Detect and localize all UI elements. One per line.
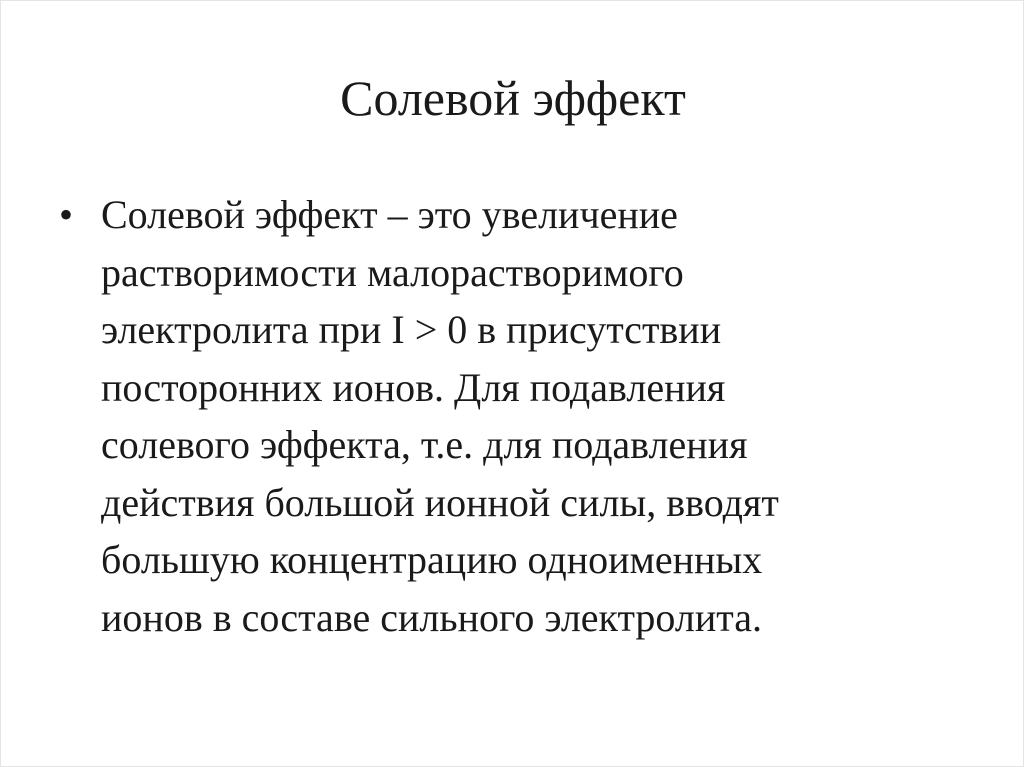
bullet-text <box>101 186 779 646</box>
bullet-marker: • <box>59 192 74 237</box>
text-line: солевого эффекта, т.е. для подавления <box>101 422 748 467</box>
bullet-list <box>59 186 959 646</box>
text-line: растворимости малорастворимого <box>101 249 684 295</box>
slide-title: Солевой эффект <box>340 70 686 126</box>
bullet-item <box>59 186 959 646</box>
text-line: ионов в составе сильного электролита. <box>101 594 762 640</box>
text-line: действия большой ионной силы, вводят <box>101 479 779 525</box>
text-line: электролита при I > 0 в присутствии <box>101 307 722 352</box>
text-line: посторонних ионов. Для подавления <box>101 364 726 410</box>
text-line: Солевой эффект – это увеличение <box>101 192 678 237</box>
text-line: большую концентрацию одноименных <box>101 537 763 582</box>
